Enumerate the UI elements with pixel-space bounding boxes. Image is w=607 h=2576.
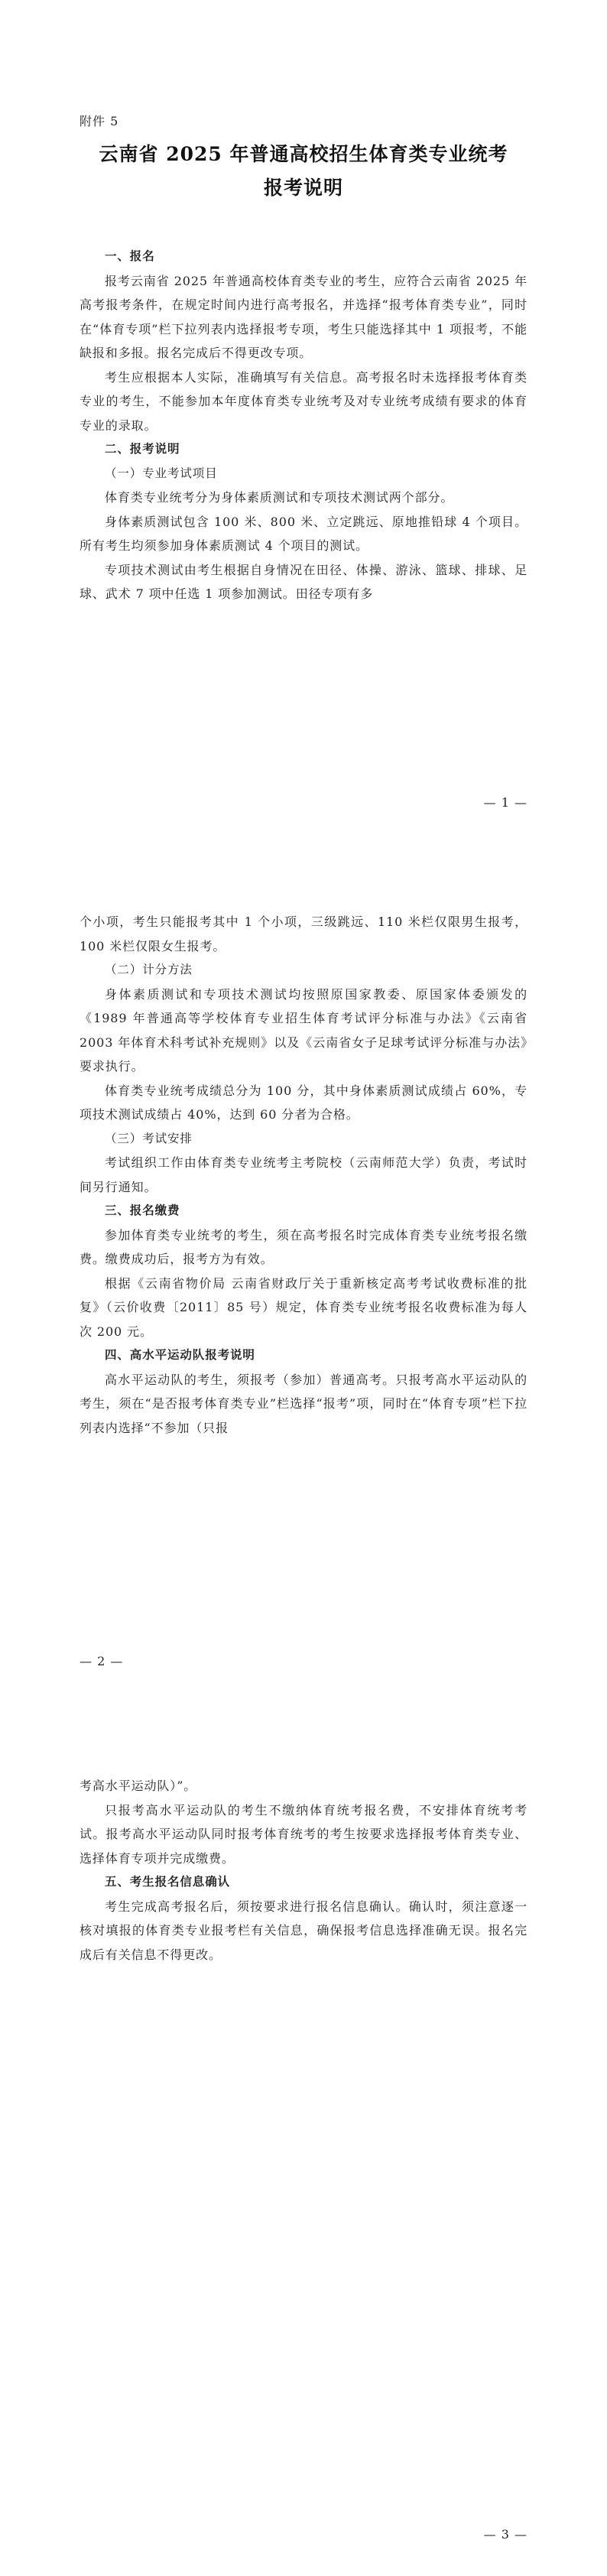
section-heading: 三、报名缴费 bbox=[105, 1204, 180, 1217]
page-2-body bbox=[80, 910, 527, 1440]
section-heading: 四、高水平运动队报考说明 bbox=[105, 1348, 255, 1362]
section-heading: 五、考生报名信息确认 bbox=[105, 1875, 231, 1889]
paragraph: 报考云南省 2025 年普通高校体育类专业的考生，应符合云南省 2025 年高考报考条件，在规定时间内进行高考报名，并选择“报考体育类专业”，同时在“体育专项”栏下拉列表内选择报考专项，考生只能选择其中 1 项报考，不能缺报和多报。报名完成后不得更改专项。 bbox=[80, 273, 527, 360]
page-2 bbox=[0, 859, 607, 1717]
paragraph: 专项技术测试由考生根据自身情况在田径、体操、游泳、篮球、排球、足球、武术 7 项中任选 1 项参加测试。田径专项有多 bbox=[80, 562, 527, 601]
paragraph: 考生应根据本人实际，准确填写有关信息。高考报名时未选择报考体育类专业的考生，不能参加本年度体育类专业统考及对专业统考成绩有要求的体育专业的录取。 bbox=[80, 369, 527, 433]
page-1-body bbox=[80, 245, 527, 606]
paragraph: 个小项，考生只能报考其中 1 个小项，三级跳远、110 米栏仅限男生报考，100 米栏仅限女生报考。 bbox=[80, 914, 527, 953]
paragraph: 身体素质测试和专项技术测试均按照原国家教委、原国家体委颁发的《1989 年普通高等学校体育专业招生体育考试评分标准与办法》《云南省 2003 年体育术科考试补充规则》以及《云南省女子足球考试评分标准与办法》要求执行。 bbox=[80, 986, 527, 1074]
page-number: — 2 — bbox=[80, 1654, 124, 1668]
page-3 bbox=[0, 1717, 607, 2576]
page-number: — 3 — bbox=[483, 2527, 527, 2542]
section-heading: 一、报名 bbox=[105, 249, 155, 263]
page-3-body bbox=[80, 1774, 527, 1967]
paragraph: 考生完成高考报名后，须按要求进行报名信息确认。确认时，须注意逐一核对填报的体育类专业报考栏有关信息，确保报考信息选择准确无误。报名完成后有关信息不得更改。 bbox=[80, 1899, 527, 1962]
paragraph: 体育类专业统考成绩总分为 100 分，其中身体素质测试成绩占 60%，专项技术测试成绩占 40%，达到 60 分者为合格。 bbox=[80, 1083, 527, 1122]
paragraph: 根据《云南省物价局 云南省财政厅关于重新核定高考考试收费标准的批复》（云价收费〔2011〕85 号）规定，体育类专业统考报名收费标准为每人次 200 元。 bbox=[80, 1275, 527, 1339]
attachment-label: 附件 5 bbox=[80, 114, 119, 128]
paragraph: 体育类专业统考分为身体素质测试和专项技术测试两个部分。 bbox=[105, 490, 454, 505]
paragraph: 参加体育类专业统考的考生，须在高考报名时完成体育类专业统考报名缴费。缴费成功后，报考方为有效。 bbox=[80, 1227, 527, 1266]
paragraph: 考高水平运动队）”。 bbox=[80, 1779, 197, 1793]
document-title-line-2: 报考说明 bbox=[263, 177, 343, 199]
document-title: 云南省 2025 年普通高校招生体育类专业统考 bbox=[99, 143, 508, 165]
paragraph: 只报考高水平运动队的考生不缴纳体育统考报名费，不安排体育统考考试。报考高水平运动队同时报考体育统考的考生按要求选择报考体育类专业、选择体育专项并完成缴费。 bbox=[80, 1802, 527, 1866]
subsection-heading: （二）计分方法 bbox=[105, 963, 193, 976]
section-heading: 二、报考说明 bbox=[105, 442, 180, 456]
subsection-heading: （三）考试安排 bbox=[105, 1131, 193, 1145]
page-1 bbox=[0, 0, 607, 859]
paragraph: 高水平运动队的考生，须报考（参加）普通高考。只报考高水平运动队的考生，须在“是否报考体育类专业”栏选择“报考”项，同时在“体育专项”栏下拉列表内选择“不参加（只报 bbox=[80, 1372, 527, 1435]
paragraph: 考试组织工作由体育类专业统考主考院校（云南师范大学）负责，考试时间另行通知。 bbox=[80, 1155, 527, 1194]
paragraph: 身体素质测试包含 100 米、800 米、立定跳远、原地推铅球 4 个项目。所有考生均须参加身体素质测试 4 个项目的测试。 bbox=[80, 514, 527, 553]
subsection-heading: （一）专业考试项目 bbox=[105, 466, 218, 480]
page-number: — 1 — bbox=[483, 795, 527, 810]
